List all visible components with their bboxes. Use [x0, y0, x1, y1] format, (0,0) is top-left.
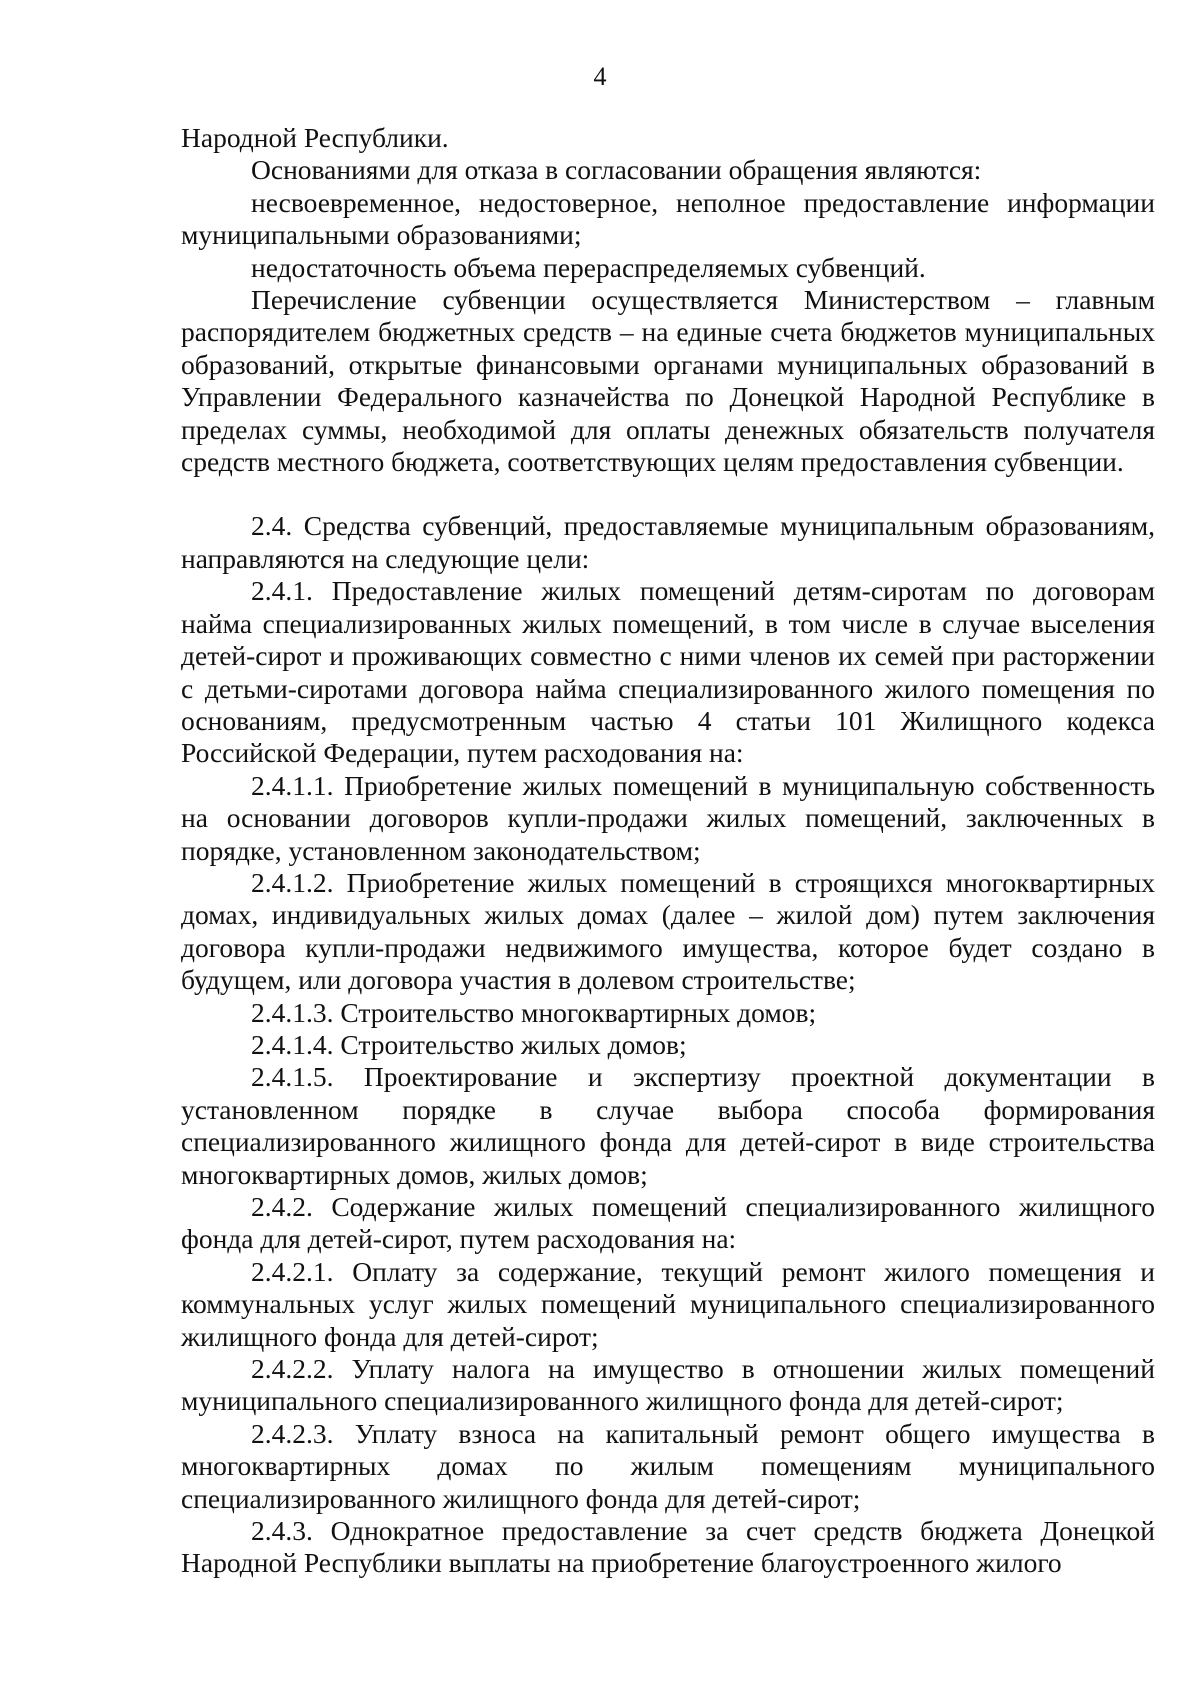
- paragraph-2-4-2-1: 2.4.2.1. Оплату за содержание, текущий ремонт жилого помещения и коммунальных услуг жилых помещений муниципального специализированного жилищного фонда для детей-сирот;: [181, 1255, 1155, 1352]
- paragraph-transfer: Перечисление субвенции осуществляется Министерством – главным распорядителем бюджетных средств – на единые счета бюджетов муниципальных образований, открытые финансовыми органами муниципальных образований в Управлении Федерального казначейства по Донецкой Народной Республике в пределах суммы, необходимой для оплаты денежных обязательств получателя средств местного бюджета, соответствующих целям предоставления субвенции.: [181, 284, 1155, 478]
- paragraph-2-4-1-5: 2.4.1.5. Проектирование и экспертизу проектной документации в установленном порядке в случае выбора способа формирования специализированного жилищного фонда для детей-сирот в виде строительства многоквартирных домов, жилых домов;: [181, 1061, 1155, 1190]
- paragraph-2-4-1: 2.4.1. Предоставление жилых помещений детям-сиротам по договорам найма специализированных жилых помещений, в том числе в случае выселения детей-сирот и проживающих совместно с ними членов их семей при расторжении с детьми-сиротами договора найма специализированного жилого помещения по основаниям, предусмотренным частью 4 статьи 101 Жилищного кодекса Российской Федерации, путем расходования на:: [181, 575, 1155, 769]
- page-number: 4: [593, 62, 607, 91]
- paragraph-2-4-2-2: 2.4.2.2. Уплату налога на имущество в отношении жилых помещений муниципального специализированного жилищного фонда для детей-сирот;: [181, 1353, 1155, 1417]
- paragraph-2-4-1-1: 2.4.1.1. Приобретение жилых помещений в муниципальную собственность на основании договоров купли-продажи жилых помещений, заключенных в порядке, установленном законодательством;: [181, 769, 1155, 866]
- paragraph-2-4-1-2: 2.4.1.2. Приобретение жилых помещений в строящихся многоквартирных домах, индивидуальных жилых домах (далее – жилой дом) путем заключения договора купли-продажи недвижимого имущества, которое будет создано в будущем, или договора участия в долевом строительстве;: [181, 866, 1155, 996]
- paragraph-refusal-grounds: Основаниями для отказа в согласовании обращения являются:: [251, 154, 982, 186]
- paragraph-refusal-item-1: несвоевременное, недостоверное, неполное предоставление информации муниципальными образованиями;: [181, 186, 1155, 251]
- paragraph-2-4-2-3: 2.4.2.3. Уплату взноса на капитальный ремонт общего имущества в многоквартирных домах по жилым помещениям муниципального специализированного жилищного фонда для детей-сирот;: [181, 1417, 1155, 1514]
- paragraph-2-4-2: 2.4.2. Содержание жилых помещений специализированного жилищного фонда для детей-сирот, путем расходования на:: [181, 1191, 1155, 1255]
- document-body: [181, 122, 1155, 1580]
- paragraph-2-4-1-4: 2.4.1.4. Строительство жилых домов;: [251, 1028, 687, 1060]
- paragraph-2-4: 2.4. Средства субвенций, предоставляемые муниципальным образованиям, направляются на следующие цели:: [181, 510, 1155, 574]
- paragraph-refusal-item-2: недостаточность объема перераспределяемых субвенций.: [251, 251, 926, 283]
- paragraph-2-4-3: 2.4.3. Однократное предоставление за счет средств бюджета Донецкой Народной Республики выплаты на приобретение благоустроенного жилого: [181, 1515, 1155, 1579]
- paragraph-continuation: Народной Республики.: [181, 122, 449, 153]
- paragraph-2-4-1-3: 2.4.1.3. Строительство многоквартирных домов;: [251, 996, 817, 1028]
